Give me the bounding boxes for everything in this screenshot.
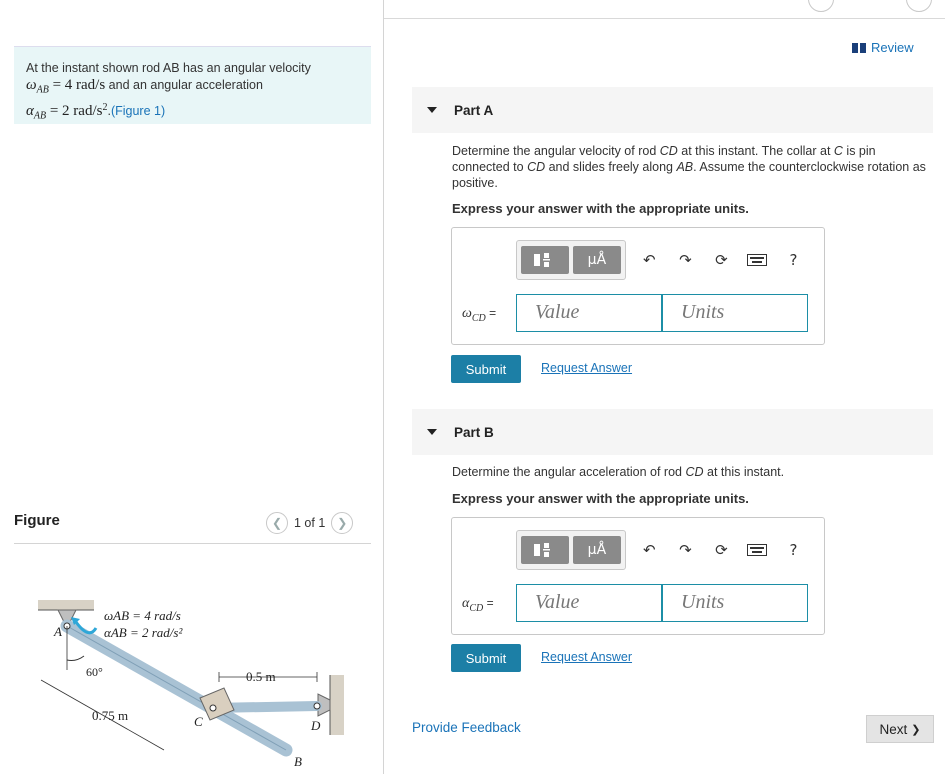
alpha-subscript: AB (33, 110, 47, 122)
fig-label-alpha: αAB = 2 rad/s² (104, 625, 183, 640)
problem-statement (14, 46, 371, 124)
fig-label-half: 0.5 m (246, 669, 276, 684)
figure-divider (14, 543, 371, 544)
part-b-submit-button[interactable]: Submit (451, 644, 521, 672)
reset-icon[interactable]: ⟳ (715, 251, 728, 269)
problem-middle: and an angular acceleration (105, 78, 263, 92)
part-a-express: Express your answer with the appropriate units. (452, 201, 749, 216)
part-b-header[interactable] (412, 409, 933, 455)
prompt-a-text-3: is pin connected to (452, 144, 876, 174)
omega-value: = 4 rad/s (48, 77, 106, 93)
omega-subscript: AB (36, 84, 49, 96)
part-b-units-input[interactable]: Units (662, 584, 808, 622)
omega-symbol: ω (26, 77, 37, 93)
var-a-sub: CD (471, 312, 486, 324)
part-b-express: Express your answer with the appropriate units. (452, 491, 749, 506)
prompt-a-text-4: and slides freely along (545, 160, 677, 174)
provide-feedback-link[interactable]: Provide Feedback (412, 720, 521, 735)
var-a-eq: = (485, 306, 497, 320)
fraction-template-icon[interactable] (521, 536, 569, 564)
next-button[interactable] (866, 715, 934, 743)
var-b-eq: = (483, 596, 494, 610)
fig-label-b: B (294, 754, 302, 769)
left-panel (0, 0, 384, 774)
prompt-b-cd: CD (685, 465, 704, 479)
review-link[interactable] (852, 40, 914, 55)
part-b-toolbar (516, 530, 806, 570)
part-a-variable (462, 306, 496, 324)
help-icon[interactable]: ? (789, 541, 798, 559)
top-nav-circle-left[interactable] (808, 0, 834, 12)
fraction-template-icon[interactable] (521, 246, 569, 274)
part-b-title: Part B (454, 424, 494, 440)
prompt-b-text-2: at this instant. (703, 465, 785, 479)
reset-icon[interactable]: ⟳ (715, 541, 728, 559)
figure-pager (266, 512, 353, 534)
prompt-b-text-1: Determine the angular acceleration of rod (452, 465, 686, 479)
wall-d (330, 675, 344, 735)
fig-label-angle: 60° (86, 665, 103, 679)
fig-label-ab-length: 0.75 m (92, 708, 129, 723)
part-b-request-answer[interactable]: Request Answer (541, 650, 633, 664)
units-button[interactable]: μÅ (573, 536, 621, 564)
problem-period: . (107, 103, 111, 118)
chevron-left-icon[interactable]: ❮ (266, 512, 288, 534)
top-divider (384, 18, 945, 19)
part-b-prompt (452, 464, 930, 480)
fig-label-omega: ωAB = 4 rad/s (104, 608, 181, 623)
alpha-exponent: 2 (102, 101, 108, 113)
prompt-a-cd: CD (659, 144, 678, 158)
caret-down-icon (427, 429, 437, 435)
template-group (516, 530, 626, 570)
units-button[interactable]: μÅ (573, 246, 621, 274)
fig-label-c: C (194, 714, 203, 729)
prompt-a-c: C (833, 144, 843, 158)
part-a-value-input[interactable]: Value (516, 294, 662, 332)
var-b-symbol: α (462, 596, 470, 611)
part-a-toolbar (516, 240, 806, 280)
alpha-value: = 2 rad/s (46, 102, 103, 119)
redo-icon[interactable]: ↷ (679, 541, 692, 559)
chevron-right-icon[interactable]: ❯ (331, 512, 353, 534)
part-a-header[interactable] (412, 87, 933, 133)
mechanism-figure (14, 580, 359, 770)
part-a-units-input[interactable]: Units (662, 294, 808, 332)
part-a-request-answer[interactable]: Request Answer (541, 361, 633, 375)
next-label: Next (879, 721, 908, 737)
prompt-a-ab: AB (676, 160, 694, 174)
part-a-title: Part A (454, 102, 494, 118)
caret-down-icon (427, 107, 437, 113)
part-b-variable (462, 596, 494, 614)
review-label: Review (871, 40, 914, 55)
undo-icon[interactable]: ↶ (643, 251, 656, 269)
var-b-sub: CD (469, 602, 484, 614)
template-group (516, 240, 626, 280)
prompt-a-text-2: at this instant. The collar at (677, 144, 834, 158)
pager-text: 1 of 1 (294, 516, 326, 530)
problem-intro: At the instant shown rod AB has an angular velocity (26, 61, 311, 75)
part-b-value-input[interactable]: Value (516, 584, 662, 622)
prompt-a-text-1: Determine the angular velocity of rod (452, 144, 660, 158)
part-a-answer-box (451, 227, 825, 345)
figure-link[interactable]: (Figure 1) (110, 103, 166, 118)
part-b-answer-box (451, 517, 825, 635)
book-icon (852, 43, 866, 53)
alpha-symbol: α (26, 102, 34, 119)
prompt-a-text-5: . Assume the counterclockwise rotation as positive. (452, 160, 926, 190)
redo-icon[interactable]: ↷ (679, 251, 692, 269)
help-icon[interactable]: ? (789, 251, 798, 269)
top-nav-circle-right[interactable] (906, 0, 932, 12)
figure-title: Figure (14, 512, 60, 529)
ground-a (38, 600, 94, 610)
part-a-prompt (452, 143, 930, 191)
keyboard-icon[interactable] (745, 246, 770, 274)
undo-icon[interactable]: ↶ (643, 541, 656, 559)
part-a-submit-button[interactable]: Submit (451, 355, 521, 383)
var-a-symbol: ω (462, 306, 472, 321)
prompt-a-cd2: CD (527, 160, 546, 174)
fig-label-d: D (311, 718, 321, 733)
keyboard-icon[interactable] (745, 536, 770, 564)
fig-label-a: A (54, 624, 62, 639)
chevron-right-icon: ❯ (911, 723, 921, 736)
